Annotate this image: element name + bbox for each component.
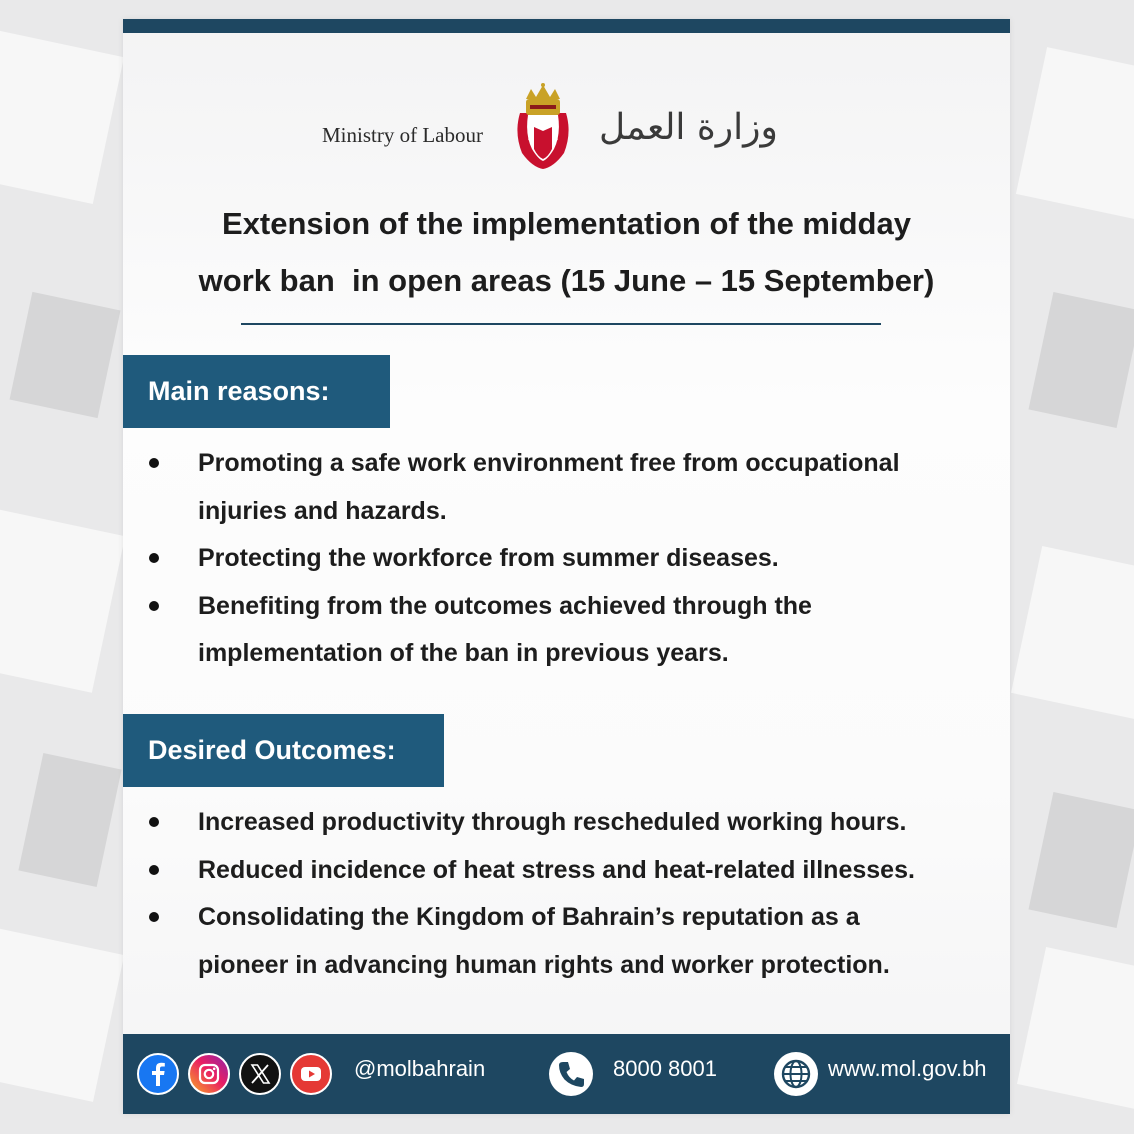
bullet-icon xyxy=(149,601,159,611)
list-item-text: Consolidating the Kingdom of Bahrain’s reputation as a pioneer in advancing human rights and worker protection. xyxy=(198,903,890,979)
desired-outcomes-heading: Desired Outcomes: xyxy=(123,714,444,787)
list-item-text: Reduced incidence of heat stress and heat-related illnesses. xyxy=(198,855,915,884)
list-item xyxy=(123,583,1010,678)
ministry-name-english: Ministry of Labour xyxy=(322,123,483,147)
announcement-card xyxy=(123,19,1010,1114)
website-link[interactable]: www.mol.gov.bh xyxy=(828,1056,987,1081)
top-accent-bar xyxy=(123,19,1010,33)
list-item xyxy=(123,799,1010,847)
list-item-text: Promoting a safe work environment free from occupational injuries and hazards. xyxy=(198,449,900,525)
x-icon[interactable] xyxy=(239,1053,281,1095)
bullet-icon xyxy=(149,458,159,468)
main-reasons-heading: Main reasons: xyxy=(123,355,390,428)
bullet-icon xyxy=(149,817,159,827)
title-divider xyxy=(241,323,881,325)
phone-icon xyxy=(549,1052,593,1096)
bullet-icon xyxy=(149,912,159,922)
instagram-icon[interactable] xyxy=(188,1053,230,1095)
globe-icon xyxy=(774,1052,818,1096)
list-item xyxy=(123,440,1010,535)
facebook-icon[interactable] xyxy=(137,1053,179,1095)
bullet-icon xyxy=(149,865,159,875)
list-item xyxy=(123,847,1010,895)
list-item xyxy=(123,535,1010,583)
list-item-text: Protecting the workforce from summer diseases. xyxy=(198,544,779,572)
title-line-1: Extension of the implementation of the midday xyxy=(222,206,911,241)
contact-footer xyxy=(123,1034,1010,1114)
title-line-2: work ban in open areas (15 June – 15 September) xyxy=(198,263,935,298)
bahrain-emblem-icon xyxy=(514,83,572,169)
ministry-name-arabic: وزارة العمل xyxy=(599,107,778,148)
page-title xyxy=(143,195,990,309)
main-reasons-list xyxy=(123,440,1010,678)
phone-number[interactable]: 8000 8001 xyxy=(613,1056,717,1081)
ministry-logo xyxy=(123,83,1010,178)
youtube-icon[interactable] xyxy=(290,1053,332,1095)
list-item-text: Increased productivity through rescheduled working hours. xyxy=(198,808,907,836)
list-item xyxy=(123,894,1010,989)
desired-outcomes-list xyxy=(123,799,1010,989)
list-item-text: Benefiting from the outcomes achieved through the implementation of the ban in previous years. xyxy=(198,591,812,667)
bullet-icon xyxy=(149,553,159,563)
social-handle[interactable]: @molbahrain xyxy=(354,1056,486,1081)
